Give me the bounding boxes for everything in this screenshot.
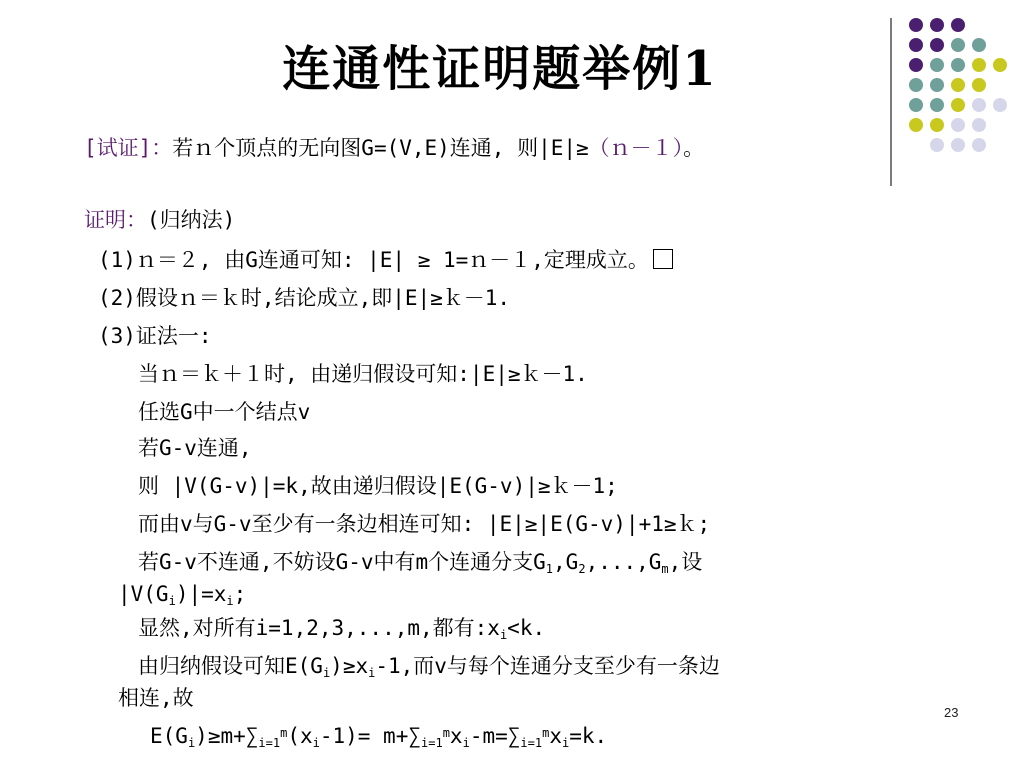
text-run: -1)= m+∑	[319, 724, 421, 748]
text-run: ,G	[553, 550, 579, 574]
subscript: i=1	[520, 736, 543, 750]
proof-step-1-text: (1)ｎ＝２, 由G连通可知: |E| ≥ 1=ｎ－１,定理成立。	[98, 248, 649, 272]
superscript: m	[280, 726, 288, 740]
subscript: i	[312, 736, 320, 750]
proof-label: 证明：	[84, 208, 147, 232]
theorem-end: 。	[683, 136, 705, 160]
text-run: )|=x	[175, 582, 227, 606]
text-run: x	[549, 724, 562, 748]
text-run: |V(G	[118, 582, 169, 606]
dot	[951, 38, 965, 52]
dot	[951, 98, 965, 112]
subscript: m	[661, 562, 669, 576]
proof-line-7: 则 |V(G-v)|=k,故由递归假设|E(G-v)|≥ｋ－1;	[138, 474, 618, 498]
subscript: i	[226, 594, 234, 608]
theorem-statement	[84, 134, 704, 162]
text-run: 由归纳假设可知E(G	[138, 654, 323, 678]
superscript: m	[542, 726, 550, 740]
proof-line-9	[138, 548, 702, 576]
subscript: 2	[578, 562, 586, 576]
proof-step-1	[98, 246, 673, 274]
proof-line-10	[118, 580, 246, 608]
subscript: i=1	[421, 736, 443, 750]
theorem-conclusion: （ｎ－１）	[588, 136, 684, 160]
text-run: =k.	[569, 724, 608, 748]
dot	[972, 118, 986, 132]
theorem-label: [试证]：	[84, 136, 173, 160]
dot	[951, 58, 965, 72]
decorative-dot-grid	[903, 14, 1013, 174]
text-run: )≥x	[330, 654, 369, 678]
dot	[909, 98, 923, 112]
dot	[930, 58, 944, 72]
dot	[972, 58, 986, 72]
dot	[972, 38, 986, 52]
dot	[930, 138, 944, 152]
subscript: i=1	[258, 736, 281, 750]
subscript: i	[561, 736, 570, 750]
dot	[951, 18, 965, 32]
text-run: <k.	[507, 616, 546, 640]
dot	[972, 138, 986, 152]
proof-line-4: 当ｎ＝ｋ＋１时, 由递归假设可知:|E|≥ｋ－1.	[138, 362, 588, 386]
dot	[951, 78, 965, 92]
text-run: 显然,对所有i=1,2,3,...,m,都有:x	[138, 616, 500, 640]
slide-title: 连通性证明题举例1	[282, 41, 718, 97]
qed-box-icon	[653, 249, 673, 269]
proof-line-12	[138, 652, 720, 680]
text-run: ;	[233, 582, 247, 606]
dot	[909, 78, 923, 92]
page-number: 23	[944, 705, 959, 720]
dot	[909, 118, 923, 132]
text-run: -1,而v与每个连通分支至少有一条边	[375, 654, 720, 678]
proof-line-8: 而由v与G-v至少有一条边相连可知: |E|≥|E(G-v)|+1≥ｋ;	[138, 512, 711, 536]
dot	[972, 78, 986, 92]
text-run: -m=∑	[469, 724, 521, 748]
dot	[993, 58, 1007, 72]
dot	[930, 78, 944, 92]
dot	[951, 118, 965, 132]
text-run: ,设	[668, 550, 703, 574]
dot	[930, 118, 944, 132]
subscript: i	[462, 736, 470, 750]
proof-method: (归纳法)	[147, 208, 236, 232]
dot	[930, 18, 944, 32]
dot	[909, 58, 923, 72]
proof-line-11	[138, 614, 545, 642]
text-run: ,...,G	[585, 550, 662, 574]
text-run: (x	[287, 724, 313, 748]
subscript: i	[187, 736, 196, 750]
dot	[951, 138, 965, 152]
subscript: i	[322, 666, 331, 680]
text-run: E(G	[150, 724, 188, 748]
text-run: x	[449, 724, 463, 748]
subscript: i	[368, 666, 376, 680]
text-run: )≥m+∑	[195, 724, 259, 748]
proof-line-13: 相连,故	[118, 686, 194, 710]
dot	[930, 98, 944, 112]
subscript: 1	[545, 562, 554, 576]
superscript: m	[442, 726, 450, 740]
dot	[909, 38, 923, 52]
theorem-text: 若ｎ个顶点的无向图G=(V,E)连通, 则|E|≥	[172, 136, 589, 160]
proof-step-3: (3)证法一:	[98, 324, 212, 348]
dot	[909, 18, 923, 32]
proof-line-6: 若G-v连通,	[138, 436, 252, 460]
dot	[972, 98, 986, 112]
proof-line-5: 任选G中一个结点v	[138, 400, 311, 424]
subscript: i	[499, 628, 508, 642]
proof-header	[84, 206, 235, 234]
dot	[993, 98, 1007, 112]
proof-line-14	[150, 722, 607, 750]
text-run: 若G-v不连通,不妨设G-v中有m个连通分支G	[138, 550, 546, 574]
proof-step-2: (2)假设ｎ＝ｋ时,结论成立,即|E|≥ｋ－1.	[98, 286, 511, 310]
divider-line	[890, 18, 892, 186]
dot	[930, 38, 944, 52]
subscript: i	[168, 594, 176, 608]
